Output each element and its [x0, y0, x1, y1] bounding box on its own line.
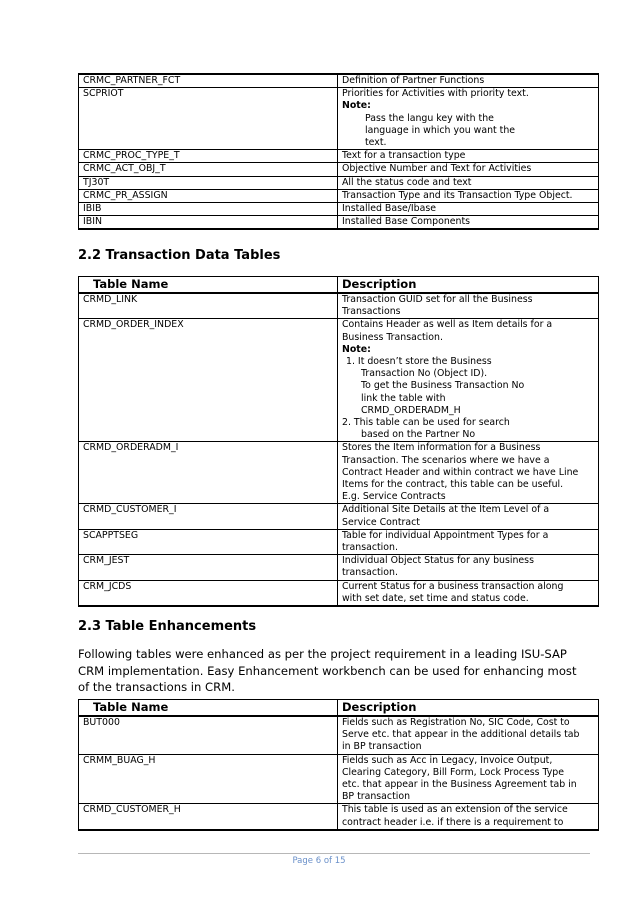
description-line: Items for the contract, this table can be useful.	[342, 479, 564, 491]
table-name-cell: BUT000	[79, 716, 338, 754]
note-line: text.	[365, 137, 387, 149]
description-cell	[338, 716, 599, 754]
description-cell: Transaction Type and its Transaction Type Object.	[338, 189, 599, 202]
transaction-data-table	[78, 276, 599, 607]
description-line: Stores the Item information for a Business	[342, 442, 541, 454]
note-line: based on the Partner No	[361, 429, 476, 441]
note-line: link the table with	[361, 392, 446, 404]
description-cell: Text for a transaction type	[338, 150, 599, 163]
note-item: 2. This table can be used for search	[342, 417, 510, 429]
table-name-cell: SCAPPTSEG	[79, 529, 338, 554]
table-row	[79, 529, 599, 554]
note-label: Note:	[342, 100, 371, 112]
description-cell	[338, 319, 599, 442]
table-row	[79, 504, 599, 529]
table-row	[79, 293, 599, 319]
table-name-cell: CRMC_PROC_TYPE_T	[79, 150, 338, 163]
description-line: Table for individual Appointment Types for a	[342, 529, 549, 541]
description-line: Transactions	[342, 306, 401, 318]
note-label: Note:	[342, 343, 371, 355]
table-row	[79, 163, 599, 176]
description-line: Service Contract	[342, 516, 420, 528]
table-row	[79, 555, 599, 580]
table-name-cell: CRMC_PARTNER_FCT	[79, 74, 338, 88]
table-name-cell: CRMD_ORDERADM_I	[79, 442, 338, 504]
description-cell: Objective Number and Text for Activities	[338, 163, 599, 176]
note-item: 1. It doesn’t store the Business	[346, 356, 492, 368]
table-name-cell: CRM_JEST	[79, 555, 338, 580]
table-row	[79, 189, 599, 202]
table-row	[79, 580, 599, 606]
description-cell	[338, 529, 599, 554]
partner-config-table	[78, 73, 599, 230]
description-cell	[338, 804, 599, 830]
table-name-cell: CRM_JCDS	[79, 580, 338, 606]
table-row	[79, 176, 599, 189]
note-line: language in which you want the	[365, 124, 516, 136]
page-number: Page 6 of 15	[292, 856, 346, 866]
table-row	[79, 150, 599, 163]
table-row	[79, 319, 599, 442]
table-name-cell: CRMM_BUAG_H	[79, 754, 338, 804]
description-cell	[338, 580, 599, 606]
table-row	[79, 804, 599, 830]
description-cell	[338, 88, 599, 150]
description-line: in BP transaction	[342, 741, 422, 753]
description-line: etc. that appear in the Business Agreement tab in	[342, 779, 577, 791]
table-name-cell: TJ30T	[79, 176, 338, 189]
table-row	[79, 74, 599, 88]
column-header-description: Description	[338, 700, 599, 717]
description-line: with set date, set time and status code.	[342, 592, 529, 604]
description-line: Contains Header as well as Item details for a	[342, 319, 553, 331]
table-name-cell: CRMC_ACT_OBJ_T	[79, 163, 338, 176]
footer-divider	[78, 853, 590, 854]
table-name-cell: CRMD_CUSTOMER_H	[79, 804, 338, 830]
table-name-cell: CRMD_ORDER_INDEX	[79, 319, 338, 442]
column-header-table-name: Table Name	[79, 277, 338, 294]
table-name-cell: IBIN	[79, 216, 338, 230]
description-cell	[338, 504, 599, 529]
description-line: Current Status for a business transaction along	[342, 580, 564, 592]
table-row	[79, 442, 599, 504]
column-header-table-name: Table Name	[79, 700, 338, 717]
table-header-row	[79, 277, 599, 294]
column-header-description: Description	[338, 277, 599, 294]
description-line: Individual Object Status for any business	[342, 555, 534, 567]
description-line: Fields such as Acc in Legacy, Invoice Output,	[342, 754, 553, 766]
description-line: contract header i.e. if there is a requirement to	[342, 816, 564, 828]
description-line: This table is used as an extension of the service	[342, 804, 568, 816]
table-name-cell: IBIB	[79, 203, 338, 216]
table-row	[79, 216, 599, 230]
description-cell: Installed Base/Ibase	[338, 203, 599, 216]
note-line: To get the Business Transaction No	[361, 380, 525, 392]
description-line: Business Transaction.	[342, 331, 443, 343]
description-line: Clearing Category, Bill Form, Lock Process Type	[342, 766, 565, 778]
table-name-cell: CRMC_PR_ASSIGN	[79, 189, 338, 202]
table-name-cell: SCPRIOT	[79, 88, 338, 150]
table-name-cell: CRMD_LINK	[79, 293, 338, 319]
note-line: Pass the langu key with the	[365, 112, 494, 124]
table-row	[79, 716, 599, 754]
description-cell	[338, 442, 599, 504]
description-line: Transaction. The scenarios where we have a	[342, 454, 550, 466]
section-heading-table-enhancements: 2.3 Table Enhancements	[78, 619, 257, 634]
description-line: Contract Header and within contract we have Line	[342, 466, 579, 478]
table-row	[79, 754, 599, 804]
description-cell: Definition of Partner Functions	[338, 74, 599, 88]
table-row	[79, 88, 599, 150]
description-line: transaction.	[342, 567, 398, 579]
description-line: Additional Site Details at the Item Level of a	[342, 504, 550, 516]
description-line: Serve etc. that appear in the additional details tab	[342, 729, 580, 741]
description-line: E.g. Service Contracts	[342, 491, 446, 503]
description-line: Fields such as Registration No, SIC Code, Cost to	[342, 717, 570, 728]
description-cell	[338, 754, 599, 804]
description-cell: Installed Base Components	[338, 216, 599, 230]
table-row	[79, 203, 599, 216]
table-name-cell: CRMD_CUSTOMER_I	[79, 504, 338, 529]
description-line: Priorities for Activities with priority text.	[342, 88, 529, 100]
description-line: Transaction GUID set for all the Business	[342, 294, 533, 305]
section-paragraph: Following tables were enhanced as per the project requirement in a leading ISU-SAP CRM implementation. Easy Enhancement workbench can be used for enhancing most of the transactions in CRM.	[78, 647, 577, 694]
table-header-row	[79, 700, 599, 717]
description-line: transaction.	[342, 542, 398, 554]
section-heading-transaction-data: 2.2 Transaction Data Tables	[78, 248, 281, 263]
note-line: Transaction No (Object ID).	[361, 368, 488, 380]
table-enhancements-table	[78, 699, 599, 831]
description-line: BP transaction	[342, 791, 411, 803]
note-line: CRMD_ORDERADM_H	[361, 404, 461, 416]
description-cell	[338, 293, 599, 319]
description-cell	[338, 555, 599, 580]
description-cell: All the status code and text	[338, 176, 599, 189]
